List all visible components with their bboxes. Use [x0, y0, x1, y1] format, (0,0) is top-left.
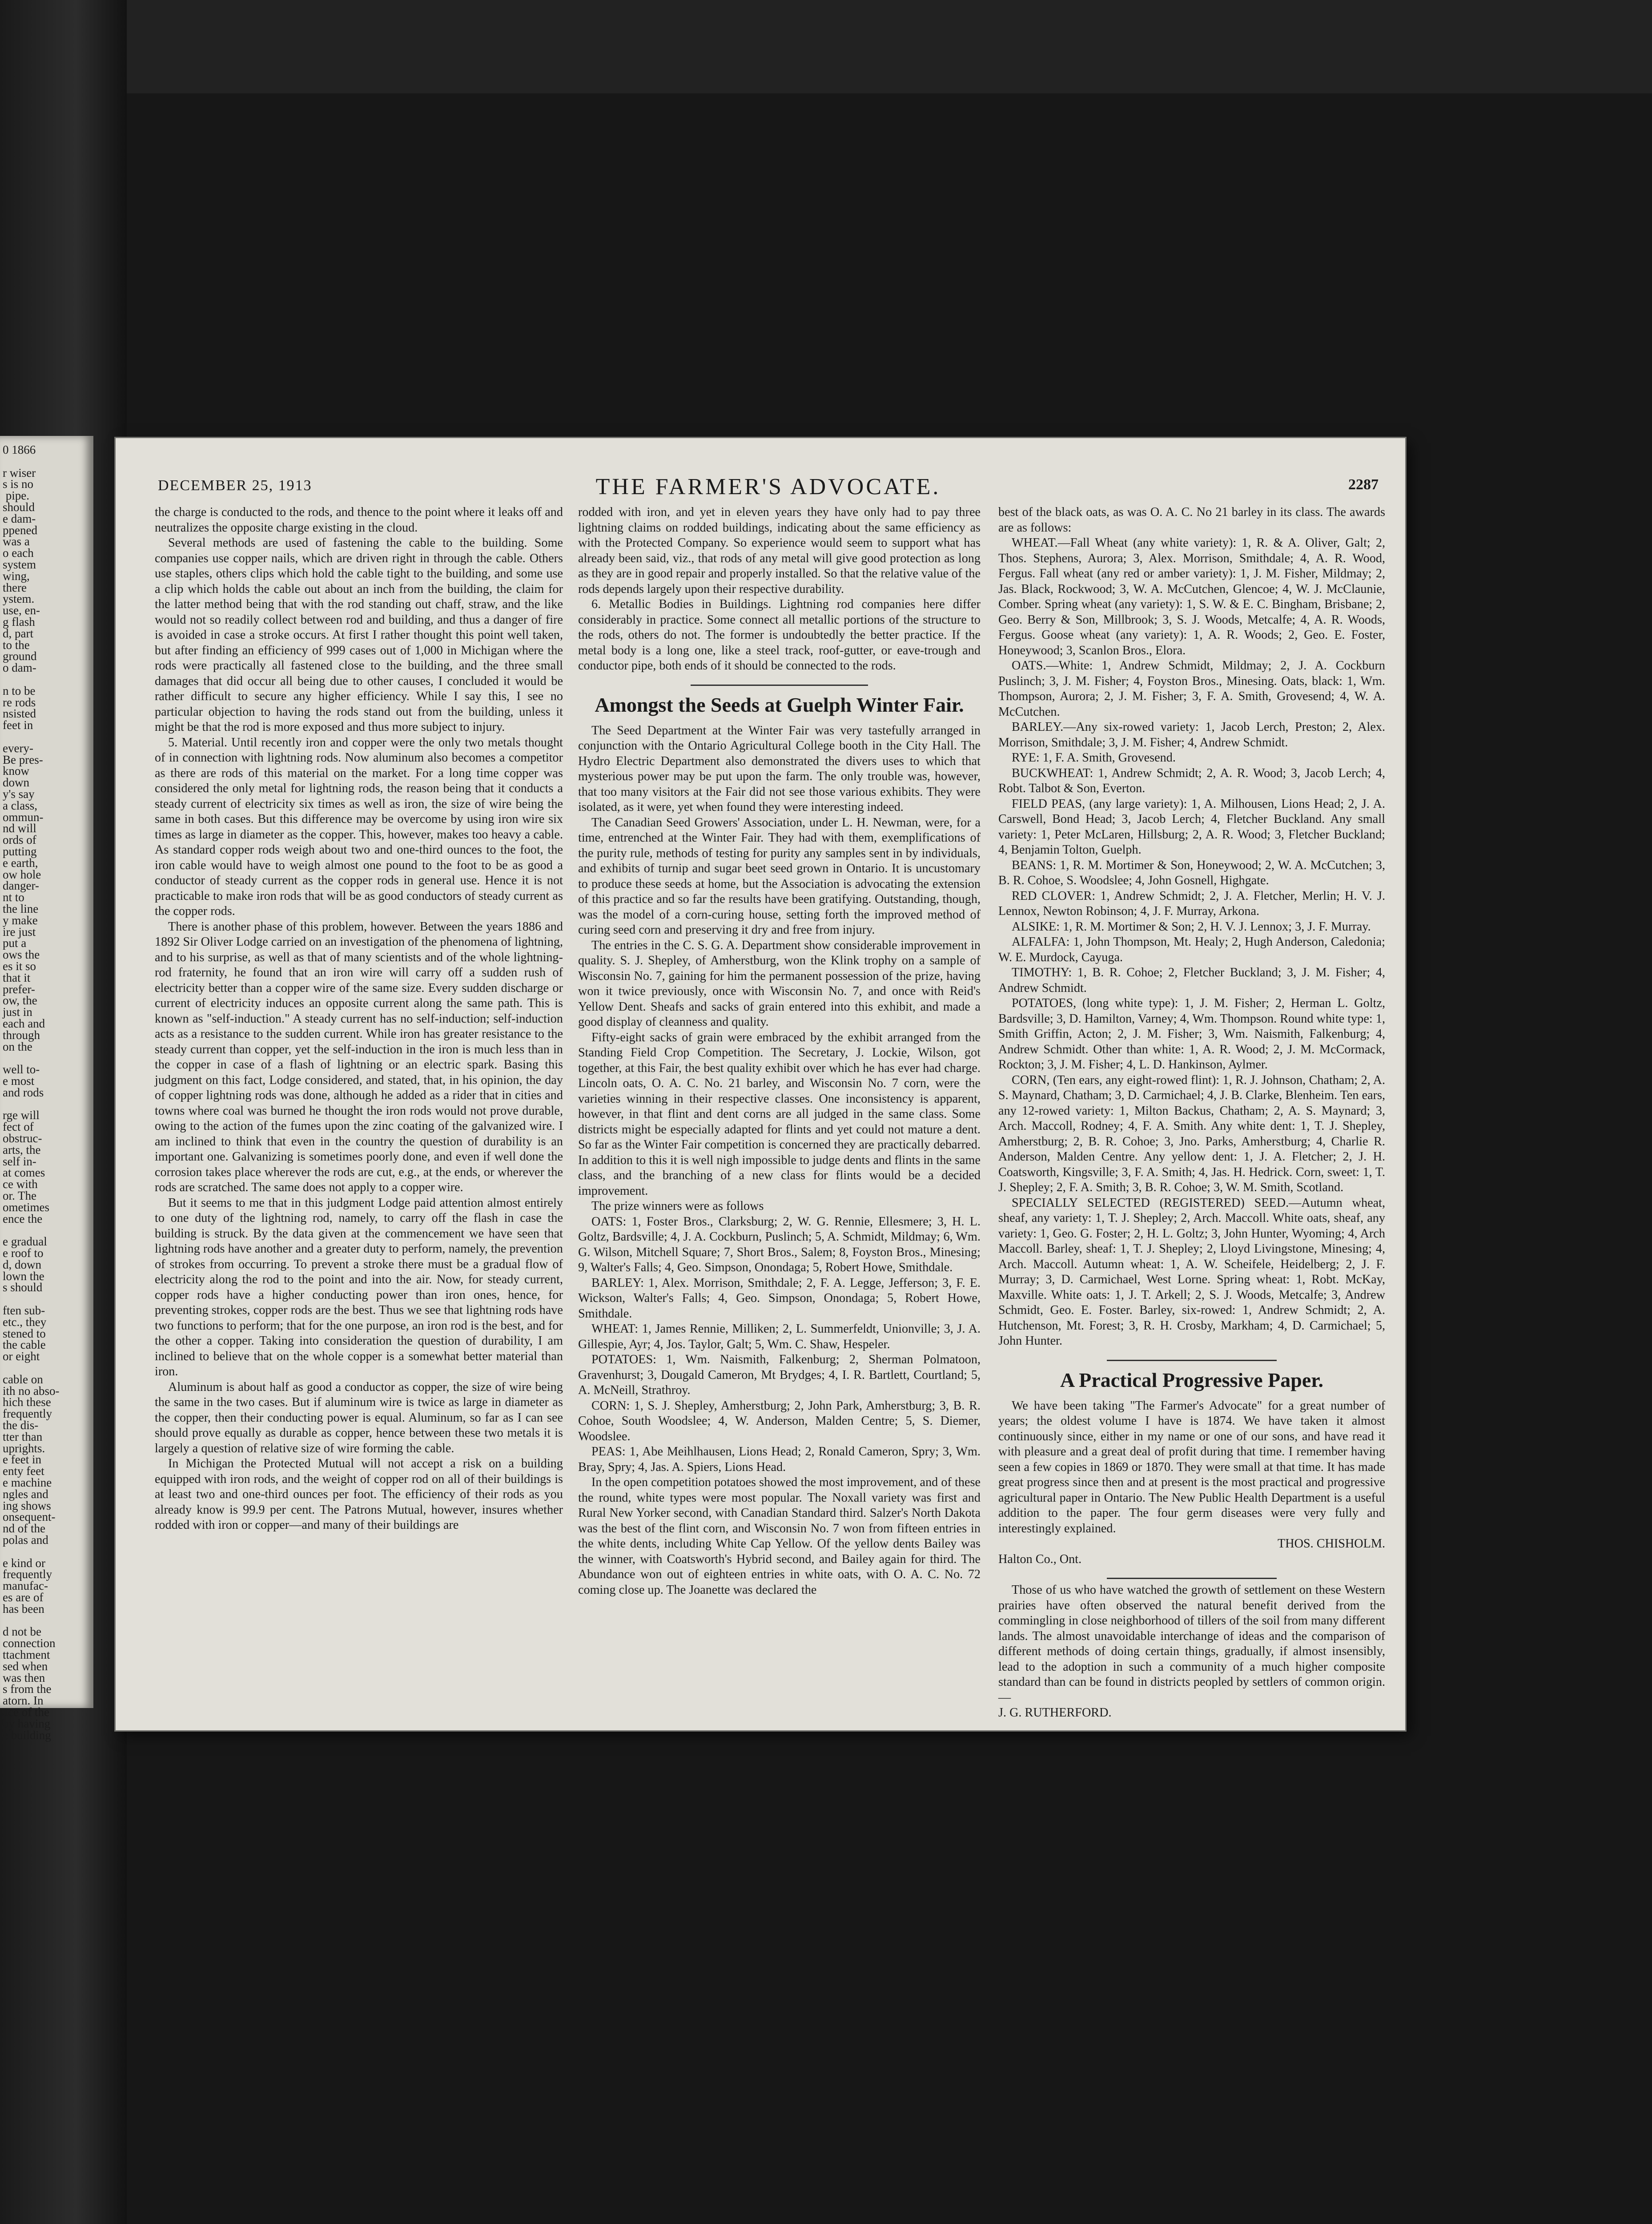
facing-page-line: manufac- [3, 1579, 48, 1593]
facing-page-line: y's say [3, 787, 35, 801]
facing-page-line: y make [3, 913, 38, 927]
facing-page-line: well to- [3, 1063, 40, 1076]
facing-page-line: onsequent- [3, 1510, 56, 1524]
paragraph: POTATOES, (long white type): 1, J. M. Fisher; 2, Herman L. Goltz, Bardsville; 3, D. Hamilton, Varney; 4, Wm. Thompson. Round white type: 1, Smith Griffin, Acton; 2, J. M. Fisher; 3, Wm. Naismith, Falkenburg; 4, Andrew Schmidt. Other than white: 1, A. R. Wood; 2, J. M. McCormack, Rockton; 3, J. M. Fisher; 4, L. D. Hankinson, Aylmer. [998, 996, 1385, 1072]
facing-page-line: put a [3, 936, 27, 950]
facing-page-line: e roof to [3, 1246, 44, 1260]
paragraph: Fifty-eight sacks of grain were embraced by the exhibit arranged from the Standing Field Crop Competition. The Secretary, J. Lockie, Wilson, got together, at this Fair, the best quality exhibit over which he has ever had charge. Lincoln oats, O. A. C. No. 21 barley, and Wisconsin No. 7 corn, were the varieties winning in their respective classes. One inconsistency is apparent, however, in that flint and dent corns are all judged in the same class. Some districts might be especially adapted for flints and yet could not mature a dent. So far as the Winter Fair competition is concerned they are practically debarred. In addition to this it is well nigh impossible to judge dents and flints in the same class, and the branching of a new class for flints would be a decided improvement. [578, 1030, 981, 1198]
paragraph: But it seems to me that in this judgment Lodge paid attention almost entirely to one duty of the lightning rod, namely, to carry off the flash in case the building is struck. By the data given at the commencement we have seen that lightning rods have another and a greater duty to perform, namely, the prevention of strokes from occurring. To prevent a stroke there must be a gradual flow of electricity along the rod to the point and into the air. Now, for steady current, copper rods have a higher conducting power than iron ones, hence, for preventing strokes, copper rods are the best. Thus we see that lightning rods have two functions to perform; that for the one purpose, an iron rod is the best, and for the other a copper. Taking into consideration the question of durability, I am inclined to believe that on the whole copper is a somewhat better material than iron. [155, 1196, 563, 1378]
facing-page-line: d, part [3, 626, 33, 640]
paragraph: 5. Material. Until recently iron and copper were the only two metals thought of in connection with lightning rods. Now aluminum also becomes a competitor as there are rods of this material on the market. For a long time copper was considered the only metal for lightning rods, the reason being that it conducts a steady current of electricity six times as well as iron, the size of wire being the same in both cases. But this difference may be overcome by using iron wire six times as large in diameter as the copper. This, however, makes too heavy a cable. As standard copper rods weigh about two and one-third ounces to the foot, the iron cable would have to weigh almost one pound to the foot to be as good a conductor of steady current as the copper rods in general use. Hence it is not practicable to make iron rods that will be as good conductors of steady current as the copper rods. [155, 735, 563, 918]
facing-page-line: ow, the [3, 994, 37, 1007]
facing-page-line: lown the [3, 1269, 44, 1283]
paragraph: ALSIKE: 1, R. M. Mortimer & Son; 2, H. V. J. Lennox; 3, J. F. Murray. [1012, 919, 1371, 934]
paragraph: The entries in the C. S. G. A. Department show considerable improvement in quality. S. J. Shepley, of Amherstburg, won the Klink trophy on a sample of Wisconsin No. 7, gaining for him the permanent possession of the prize, having won it twice previously, once with Wisconsin No. 7, and once with Reid's Yellow Dent. Sheafs and sacks of grain entered into this exhibit, and made a good display of cleanness and quality. [578, 938, 981, 1029]
facing-page-line: ith no abso- [3, 1384, 60, 1398]
letter-place: Halton Co., Ont. [998, 1552, 1082, 1566]
article-heading: A Practical Progressive Paper. [1060, 1368, 1323, 1391]
paragraph: FIELD PEAS, (any large variety): 1, A. Milhousen, Lions Head; 2, J. A. Carswell, Bond Head; 3, Jacob Lerch; 4, Fletcher Buckland. Any small variety: 1, Peter McLaren, Hillsburg; 2, A. R. Wood; 3, Fletcher Buckland; 4, Benjamin Tolton, Guelph. [998, 797, 1385, 857]
facing-page-line: the cable [3, 1338, 46, 1352]
page-header [158, 474, 1379, 500]
facing-page-line: ommun- [3, 810, 44, 824]
facing-page-line: use, en- [3, 604, 40, 617]
facing-page-line: prefer- [3, 982, 35, 996]
facing-page-line: the dis- [3, 1418, 39, 1432]
facing-page-line: o each [3, 546, 34, 560]
facing-page-line: atorn. In [3, 1694, 44, 1708]
facing-page-line: a class, [3, 798, 37, 812]
facing-page-line: e building [3, 1728, 51, 1742]
facing-page-line: the line [3, 902, 39, 915]
paragraph: PEAS: 1, Abe Meihlhausen, Lions Head; 2, Ronald Cameron, Spry; 3, Wm. Bray, Spry; 4, Jas. A. Spiers, Lions Head. [578, 1445, 981, 1474]
facing-page-line: e machine [3, 1476, 52, 1489]
facing-page-line: ows the [3, 948, 40, 962]
facing-page-line: or. The [3, 1189, 36, 1202]
facing-page-line: system [3, 558, 36, 571]
paragraph: the charge is conducted to the rods, and thence to the point where it leaks off and neutralizes the opposite charge existing in the cloud. [155, 505, 563, 535]
facing-page-line: and rods [3, 1085, 44, 1099]
facing-page-line: was then [3, 1671, 45, 1684]
facing-page-line: self in- [3, 1154, 36, 1168]
facing-page-line: was a [3, 535, 30, 548]
facing-page-line: e earth, [3, 856, 38, 870]
facing-page-line: e feet in [3, 1453, 41, 1467]
divider [691, 685, 868, 686]
facing-page-line: e kind or [3, 1556, 45, 1570]
facing-page-line: ence the [3, 1212, 43, 1225]
paragraph: TIMOTHY: 1, B. R. Cohoe; 2, Fletcher Buckland; 3, J. M. Fisher; 4, Andrew Schmidt. [998, 966, 1385, 995]
facing-page-line: d, down [3, 1257, 41, 1271]
facing-page-line: wing, [3, 569, 30, 583]
facing-page-line: should [3, 500, 35, 514]
facing-page-line: enty feet [3, 1464, 44, 1478]
facing-page-line: ppened [3, 523, 37, 537]
facing-page-line: s from the [3, 1682, 52, 1696]
facing-page-line: re rods [3, 695, 36, 709]
quote-author: J. G. RUTHERFORD. [998, 1706, 1112, 1720]
paragraph: BARLEY: 1, Alex. Morrison, Smithdale; 2, F. A. Legge, Jefferson; 3, F. E. Wickson, Walter's Falls; 4, Geo. Simpson, Onondaga; 5, Robert Howe, Smithdale. [578, 1276, 981, 1321]
facing-page-line: that it [3, 971, 31, 984]
paragraph: The Canadian Seed Growers' Association, under L. H. Newman, were, for a time, entrenched at the Winter Fair. They had with them, exemplifications of the purity rule, methods of testing for purity any samples sent in by individuals, and exhibits of turnip and sugar beet seed grown in Ontario. It is uncustomary to produce these seeds at home, but the Association is advocating the extension of this practice and so far the results have been gratifying. Outstanding, though, was the model of a corn-curing house, setting forth the improved method of curing seed corn and preserving it dry and free from injury. [578, 815, 981, 937]
facing-page-line: just in [3, 1005, 32, 1019]
paragraph: best of the black oats, as was O. A. C. No 21 barley in its class. The awards are as follows: [998, 505, 1385, 535]
divider [1107, 1578, 1277, 1579]
facing-page-line: o dam- [3, 661, 36, 675]
paragraph: Aluminum is about half as good a conductor as copper, the size of wire being the same in the two cases. But if aluminum wire is twice as large in diameter as the copper, then their conducting power is equal. Aluminum, so far as I can see should prove equally as durable as copper, hence between these two metals it is largely a question of relative size of wire forming the cable. [155, 1380, 563, 1455]
facing-page-line: s should [3, 1281, 43, 1294]
facing-page-line: by having [3, 1716, 51, 1730]
facing-page-line: to the [3, 638, 30, 652]
column-2 [578, 505, 981, 1719]
facing-page-line: nt to [3, 890, 24, 904]
facing-page-line: ire just [3, 925, 36, 939]
facing-page-line: pipe. [3, 489, 29, 503]
paragraph: WHEAT: 1, James Rennie, Milliken; 2, L. Summerfeldt, Unionville; 3, J. A. Gillespie, Ayr; 4, Jos. Taylor, Galt; 5, Wm. C. Shaw, Hespeler. [578, 1322, 981, 1351]
facing-page-line: n to be [3, 684, 36, 697]
issue-date: DECEMBER 25, 1913 [158, 477, 312, 494]
article-heading: Amongst the Seeds at Guelph Winter Fair. [595, 693, 964, 716]
paragraph: POTATOES: 1, Wm. Naismith, Falkenburg; 2, Sherman Polmatoon, Gravenhurst; 3, Dougald Cameron, Mt Brydges; 4, I. R. Bartlett, Courtland; 5, A. McNeill, Strathroy. [578, 1353, 981, 1397]
facing-page-line: ground [3, 649, 37, 663]
facing-page-line: connection [3, 1636, 56, 1650]
paragraph: RED CLOVER: 1, Andrew Schmidt; 2, J. A. Fletcher, Merlin; H. V. J. Lennox, Newton Robinson; 4, J. F. Murray, Arkona. [998, 889, 1385, 918]
facing-page-line: on the [3, 1039, 32, 1053]
facing-page-line: etc., they [3, 1315, 47, 1329]
facing-page-line: sed when [3, 1659, 48, 1673]
facing-page-line: each and [3, 1017, 45, 1030]
column-3 [998, 505, 1385, 1719]
facing-page-line: down [3, 776, 29, 790]
facing-page-line: has been [3, 1602, 44, 1616]
paragraph: RYE: 1, F. A. Smith, Grovesend. [1012, 751, 1176, 765]
facing-page-line: at comes [3, 1166, 45, 1180]
facing-page-line: polas and [3, 1533, 48, 1547]
facing-page-line: r wiser [3, 466, 36, 479]
paragraph: SPECIALLY SELECTED (REGISTERED) SEED.—Autumn wheat, sheaf, any variety: 1, T. J. Shepley; 2, Arch. Maccoll. White oats, sheaf, any variety: 1, Geo. G. Foster; 2, H. L. Goltz; 3, John Hunter, Wyoming; 4, Arch Maccoll. Barley, sheaf: 1, T. J. Shepley; 2, Lloyd Livingstone, Minesing; 4, Arch. Maccoll. Autumn wheat: 1, A. W. Scheifele, Heidelberg; 2, J. F. Murray; 3, D. Carmichael, West Lorne. Spring wheat: 1, Robt. McKay, Maxville. White oats: 1, J. T. Arkell; 2, S. J. Woods, Metcalfe; 3, Andrew Schmidt, Geo. E. Foster. Barley, six-rowed: 1, Andrew Schmidt; 2, A. Hutchenson, Mt. Forest; 3, R. H. Crosby, Markham; 4, D. Carmichael; 5, John Hunter. [998, 1196, 1385, 1348]
facing-page-line: hich these [3, 1395, 51, 1409]
facing-page-line: fect of [3, 1120, 34, 1134]
paragraph: WHEAT.—Fall Wheat (any white variety): 1, R. & A. Oliver, Galt; 2, Thos. Stephens, Aurora; 3, Alex. Morrison, Smithdale; 4, A. R. Wood, Fergus. Fall wheat (any red or amber variety): 1, J. M. Fisher, Mildmay; 2, Jas. Black, Rockwood; 3, W. A. McCutchen, Glencoe; 4, W. J. McClaunie, Comber. Spring wheat (any variety): 1, S. W. & E. C. Bingham, Brisbane; 2, Geo. Berry & Son, Millbrook; 3, S. J. Woods, Metcalfe; 4, A. R. Woods, Fergus. Goose wheat (any variety): 1, A. R. Woods; 2, Geo. E. Foster, Honeywood; 3, Scanlon Bros., Elora. [998, 536, 1385, 657]
facing-page-line: stened to [3, 1326, 46, 1340]
masthead-title: THE FARMER'S ADVOCATE. [595, 474, 941, 500]
facing-page-line: or eight [3, 1350, 40, 1363]
facing-page-line: es it so [3, 959, 36, 973]
facing-page-line: cable on [3, 1372, 43, 1386]
quote-text: Those of us who have watched the growth of settlement on these Western prairies have often observed the natural benefit derived from the commingling in close neighborhood of tillers of the soil from many different lands. The almost unavoidable interchange of ideas and the comparison of different methods of doing certain things, gradually, if almost insensibly, lead to the adoption in such a community of a much higher composite standard than can be found in districts peopled by settlers of common origin.— [998, 1583, 1385, 1704]
paragraph: The prize winners were as follows [591, 1199, 764, 1213]
facing-page-line: uprights. [3, 1441, 45, 1455]
paragraph: Several methods are used of fastening the cable to the building. Some companies use copper nails, which are driven right in through the cable. Others use staples, others clips which hold the cable tight to the building, and some use a clip which holds the cable out about an inch from the building, the claim for the latter method being that with the rod standing out chaff, straw, and the like would not so readily collect between rod and building, and thus a danger of fire is avoided in case a stroke occurs. At first I rather thought this point well taken, but after finding an efficiency of 999 cases out of 1,000 in Michigan where the rods were practically all fastened close to the building, and the three small damages that did occur all being due to other causes, I concluded it would be rather difficult to secure any higher efficiency. While I say this, I see no particular objection to having the rods stand out from the building, unless it might be that the rod is more exposed and thus more subject to injury. [155, 536, 563, 734]
facing-page-line: ce with [3, 1177, 38, 1191]
paragraph: rodded with iron, and yet in eleven years they have only had to pay three lightning claims on rodded buildings, indicating about the same efficiency as with the Protected Company. So experience would seem to support what has already been said, viz., that rods of any metal will give good protection as long as they are in good repair and properly installed. So that the relative value of the rods depends largely upon their respective durability. [578, 505, 981, 596]
paragraph: 6. Metallic Bodies in Buildings. Lightning rod companies here differ considerably in practice. Some connect all metallic portions of the structure to the rods, others do not. The former is undoubtedly the better practice. If the metal body is a long one, like a steel track, roof-gutter, or eave-trough and conductor pipe, both ends of it should be connected to the rods. [578, 597, 981, 673]
facing-page-line: ing shows [3, 1499, 51, 1512]
facing-page-line: putting [3, 845, 37, 858]
paragraph: ALFALFA: 1, John Thompson, Mt. Healy; 2, Hugh Anderson, Caledonia; W. E. Murdock, Cayuga. [998, 935, 1385, 964]
facing-page-fragment [0, 436, 93, 1742]
facing-page-line: nd will [3, 822, 36, 835]
facing-page-line: nsisted [3, 707, 36, 721]
facing-page-line: ystem. [3, 592, 35, 606]
facing-page-line: ace of the [3, 1705, 49, 1719]
paragraph: BUCKWHEAT: 1, Andrew Schmidt; 2, A. R. Wood; 3, Jacob Lerch; 4, Robt. Talbot & Son, Everton. [998, 766, 1385, 795]
paragraph: There is another phase of this problem, however. Between the years 1886 and 1892 Sir Oliver Lodge carried on an investigation of the phenomena of lightning, and to his surprise, as well as that of many scientists and of the whole lightning-rod fraternity, he found that an iron wire will carry off a sudden rush of electricity better than a copper wire of the same size. Every sudden discharge or current of electricity induces an opposite current along the same path. This is known as "self-induction." A steady current has no self-induction; self-induction acts as a resistance to the sudden current. While iron has greater resistance to the steady current than copper, yet the self-induction in the iron is much less than in the copper in case of a flash of lightning or an electric spark. Basing this judgment on this fact, Lodge considered, and stated, that, in his opinion, the day of copper lightning rods was done, although he added as a rider that in cities and towns where coal was burned he thought the iron rods would not prove durable, owing to the action of the fumes upon the zinc coating of the galvanized wire. I am inclined to think that even in the country the question of durability is an important one. Galvanizing is sometimes poorly done, and even if well done the corrosion takes place wherever the rods are cut, e.g., at the ends, or wherever the rods are scratched. The same does not apply to a copper wire. [155, 919, 563, 1194]
facing-page-line: e dam- [3, 512, 36, 525]
letter-text: We have been taking "The Farmer's Advocate" for a great number of years; the oldest volume I have is 1874. We have taken it almost continuously since, either in my name or one of our sons, and have read it with pleasure and a great deal of profit during that time. I remember having seen a few copies in 1869 or 1870. They were small at that time. It has made great progress since then and at present is the most practical and progressive agricultural paper in Ontario. The New Public Health Department is a useful addition to the paper. The four germ diseases were very fully and interestingly explained. [998, 1398, 1385, 1535]
letter-signature: THOS. CHISHOLM. [1278, 1537, 1385, 1551]
paragraph: BEANS: 1, R. M. Mortimer & Son, Honeywood; 2, W. A. McCutchen; 3, B. R. Cohoe, S. Woodslee; 4, John Gosnell, Highgate. [998, 858, 1385, 887]
paragraph: In Michigan the Protected Mutual will not accept a risk on a building equipped with iron rods, and the weight of copper rod on all of their buildings is at least two and one-third ounces per foot. The efficiency of their rods as you already know is 99.9 per cent. The Patrons Mutual, however, insures whether rodded with iron or copper—and many of their buildings are [155, 1457, 563, 1532]
facing-page-line: ften sub- [3, 1304, 45, 1317]
facing-page-line: ow hole [3, 867, 41, 881]
facing-page-line: rge will [3, 1108, 40, 1122]
paragraph: BARLEY.—Any six-rowed variety: 1, Jacob Lerch, Preston; 2, Alex. Morrison, Smithdale; 3, J. M. Fisher; 4, Andrew Schmidt. [998, 720, 1385, 749]
facing-page-line: nd of the [3, 1522, 45, 1535]
paragraph: In the open competition potatoes showed the most improvement, and of these the round, white types were most popular. The Noxall variety was first and Rural New Yorker second, with Canadian Standard third. Salzer's North Dakota was the best of the flint corn, and Wisconsin No. 7 won from fifteen entries in the white dents, including White Cap Yellow. Of the yellow dents Bailey was the winner, with Coatsworth's Hybrid second, and Bailey again for third. The Abundance won out of eighteen entries in white oats, with O. A. C. No. 72 coming close up. The Joanette was declared the [578, 1475, 981, 1597]
facing-page-line: danger- [3, 879, 39, 893]
facing-page-line: ttachment [3, 1648, 50, 1661]
facing-page-line: there [3, 580, 27, 594]
paragraph: The Seed Department at the Winter Fair was very tastefully arranged in conjunction with the Ontario Agricultural College booth in the City Hall. The Hydro Electric Department also demonstrated the divers uses to which that mysterious power may be put upon the farm. The only trouble was, however, that too many visitors at the Fair did not see those various exhibits. They were isolated, as it were, yet when found they were interesting indeed. [578, 723, 981, 814]
facing-page-line: every- [3, 741, 33, 755]
facing-page-line: ords of [3, 833, 36, 847]
page-number: 2287 [1348, 476, 1379, 493]
facing-page-line: 0 1866 [3, 443, 36, 456]
newspaper-page [116, 438, 1405, 1730]
facing-page-line: frequently [3, 1407, 52, 1421]
paragraph: CORN: 1, S. J. Shepley, Amherstburg; 2, John Park, Amherstburg; 3, B. R. Cohoe, South Woodslee; 4, W. Anderson, Malden Centre; 5, S. Diemer, Woodslee. [578, 1398, 981, 1443]
facing-page-line: e gradual [3, 1235, 47, 1249]
facing-page-line: ometimes [3, 1200, 49, 1214]
paragraph: OATS.—White: 1, Andrew Schmidt, Mildmay; 2, J. A. Cockburn Puslinch; 3, J. M. Fisher; 4, Foyston Bros., Minesing. Oats, black: 1, Wm. Thompson, Aurora; 2, J. M. Fisher; 3, F. A. Smith, Grovesend; 4, W. A. McCutchen. [998, 659, 1385, 719]
facing-page-line: e most [3, 1074, 35, 1088]
facing-page-line: tter than [3, 1430, 43, 1443]
facing-page-line: feet in [3, 718, 33, 732]
facing-page-line: es are of [3, 1591, 44, 1604]
paragraph: CORN, (Ten ears, any eight-rowed flint): 1, R. J. Johnson, Chatham; 2, A. S. Maynard, Chatham; 3, D. Carmichael; 4, J. B. Clarke, Blenheim. Ten ears, any 12-rowed variety: 1, Milton Backus, Chatham; 2, A. S. Maynard; 3, Arch. Maccoll, Rodney; 4, F. A. Smith. Any white dent: 1, T. J. Shepley, Amherstburg; 2, B. R. Cohoe; 3, Jno. Parks, Amherstburg; 4, Charlie R. Anderson, Malden Centre. Any yellow dent: 1, J. A. Fletcher; 2, J. H. Coatsworth, Kingsville; 3, F. A. Smith; 4, Jas. H. Hedrick. Corn, sweet: 1, T. J. Shepley; 2, F. A. Smith; 3, B. R. Cohoe; 3, W. M. Smith, Scotland. [998, 1073, 1385, 1194]
facing-page-line: obstruc- [3, 1132, 42, 1145]
facing-page-line: ngles and [3, 1487, 48, 1501]
facing-page-line: g flash [3, 615, 35, 629]
facing-page-line: d not be [3, 1625, 41, 1639]
facing-page-line: arts, the [3, 1143, 41, 1156]
facing-page-line: frequently [3, 1567, 52, 1581]
facing-page-line: through [3, 1028, 40, 1042]
paragraph: OATS: 1, Foster Bros., Clarksburg; 2, W. G. Rennie, Ellesmere; 3, H. L. Goltz, Bardsville; 4, J. A. Cockburn, Puslinch; 5, A. Schmidt, Mildmay; 6, Wm. G. Wilson, Mitchell Square; 7, Short Bros., Salem; 8, Foyston Bros., Minesing; 9, Walter's Falls; 4, Geo. Simpson, Onondaga; 5, Robert Howe, Smithdale. [578, 1214, 981, 1274]
facing-page-line: know [3, 764, 29, 778]
facing-page-line: s is no [3, 477, 34, 491]
divider [1107, 1360, 1277, 1361]
column-1 [155, 505, 563, 1719]
facing-page-line: Be pres- [3, 753, 43, 766]
